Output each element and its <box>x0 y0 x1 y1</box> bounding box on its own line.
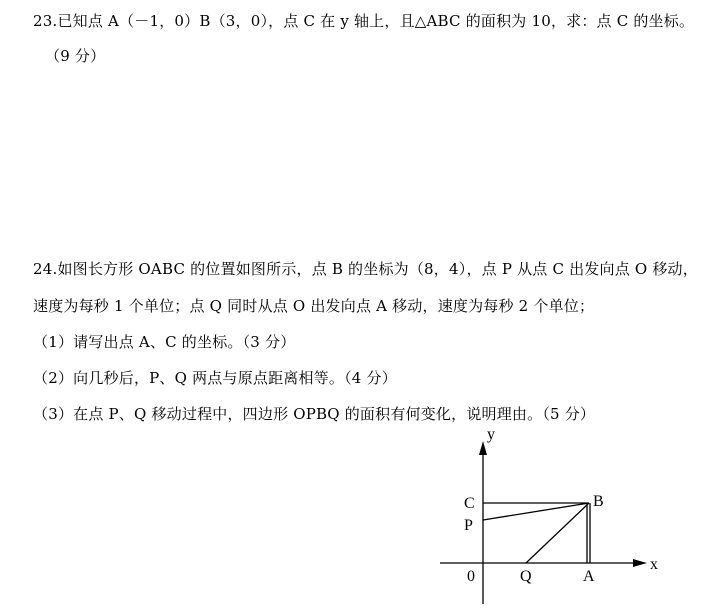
q24-part1: （1）请写出点 A、C 的坐标。（3 分） <box>33 333 296 351</box>
label-c: C <box>464 495 475 512</box>
q24-part3: （3）在点 P、Q 移动过程中，四边形 OPBQ 的面积有何变化，说明理由。（5 分） <box>33 405 596 423</box>
label-o: 0 <box>467 568 475 585</box>
label-b: B <box>593 493 604 510</box>
x-axis-arrow <box>633 559 647 567</box>
q23-text-line1: 23.已知点 A（－1，0）B（3，0），点 C 在 y 轴上，且△ABC 的面积为 10，求：点 C 的坐标。 <box>33 12 695 30</box>
y-axis-arrow <box>479 441 487 455</box>
label-p: P <box>464 517 473 534</box>
label-x: x <box>650 556 658 573</box>
q24-text-line2: 速度为每秒 1 个单位；点 Q 同时从点 O 出发向点 A 移动，速度为每秒 2 个单位； <box>33 297 595 315</box>
q24-text-line1: 24.如图长方形 OABC 的位置如图所示，点 B 的坐标为（8，4），点 P 从点 C 出发向点 O 移动， <box>33 260 698 278</box>
label-q: Q <box>520 568 532 585</box>
q24-part2: （2）向几秒后，P、Q 两点与原点距离相等。（4 分） <box>33 369 397 387</box>
q23-points: （9 分） <box>45 47 106 65</box>
label-a: A <box>583 568 595 585</box>
label-y: y <box>487 426 495 443</box>
